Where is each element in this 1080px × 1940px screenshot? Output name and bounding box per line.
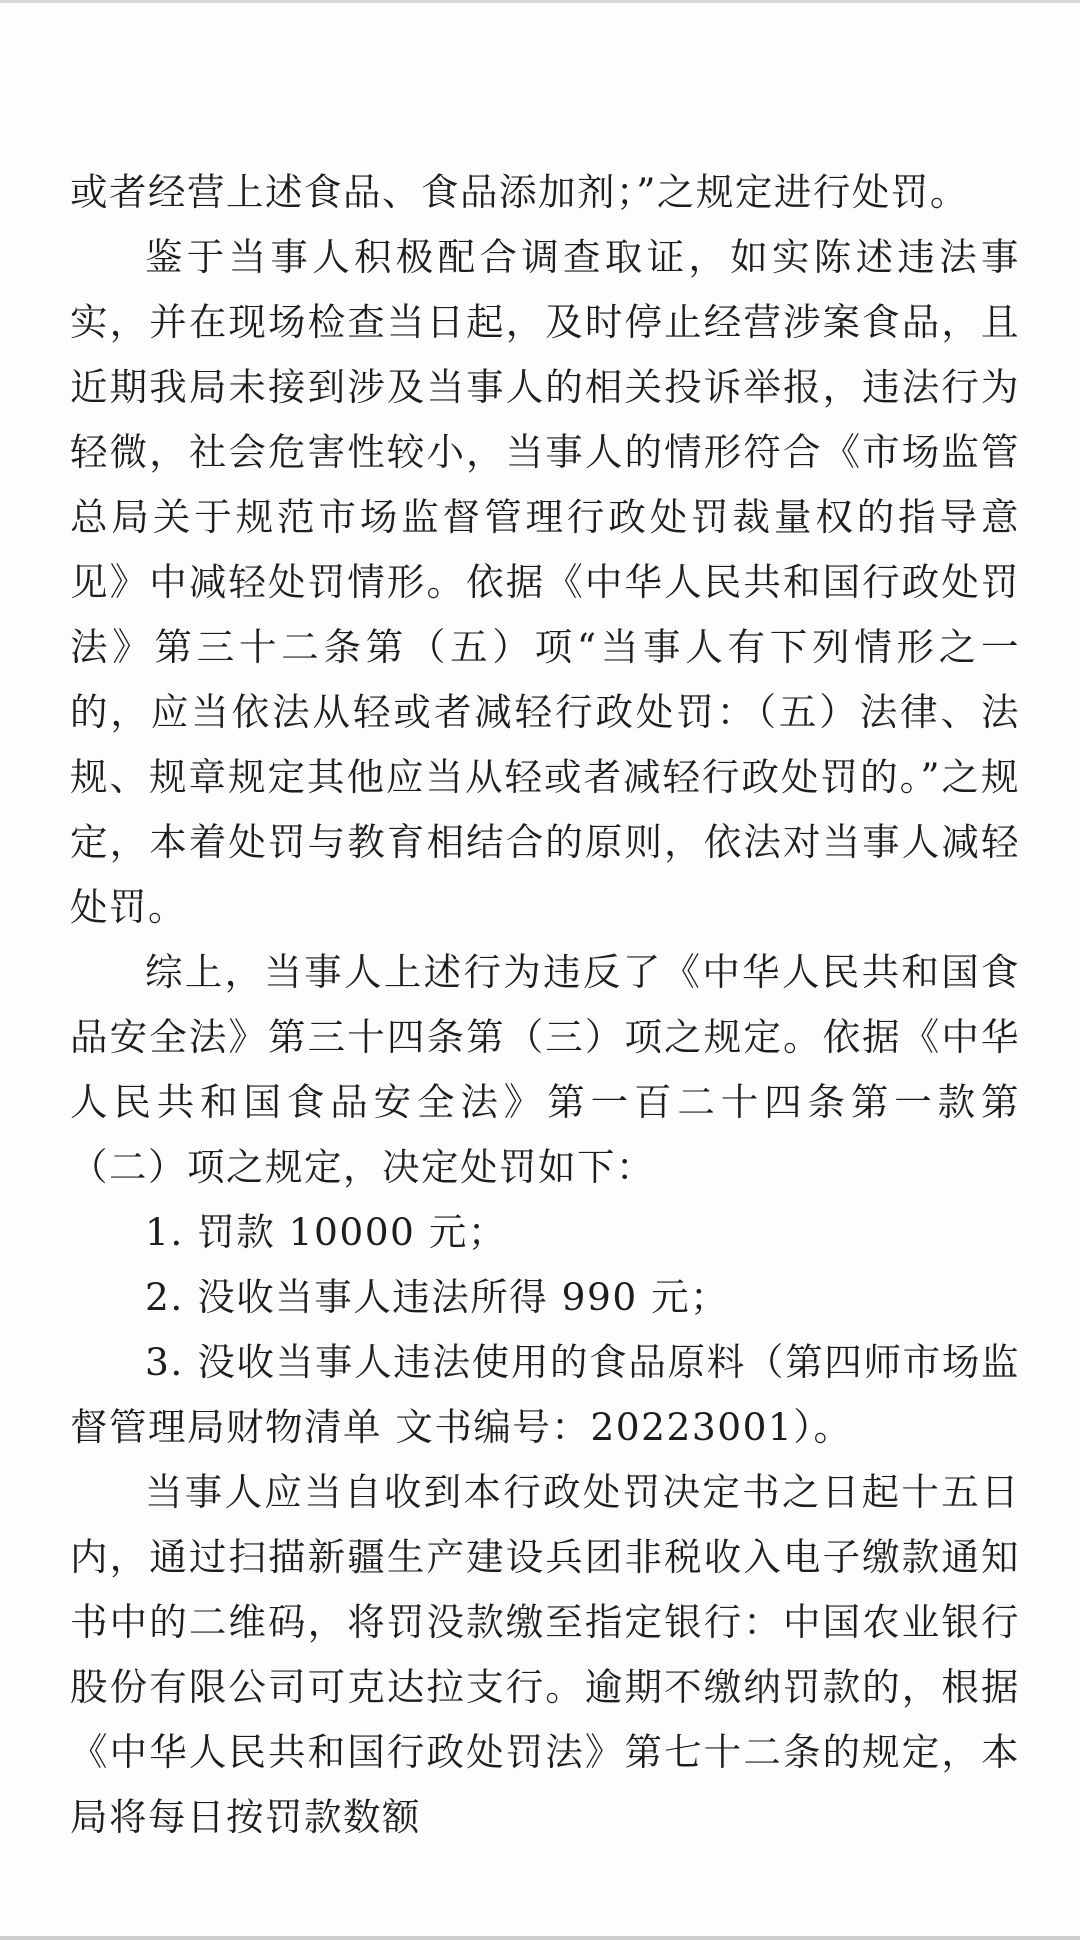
penalty-item-fine: 1. 罚款 10000 元； (145, 1210, 507, 1254)
paragraph-continuation: 或者经营上述食品、食品添加剂；”之规定进行处罚。 (70, 170, 969, 214)
paragraph-payment: 当事人应当自收到本行政处罚决定书之日起十五日内，通过扫描新疆生产建设兵团非税收入电子缴款通知书中的二维码，将罚没款缴至指定银行：中国农业银行股份有限公司可克达拉支行。逾期不缴纳罚款的，根据《中华人民共和国行政处罚法》第七十二条的规定，本局将每日按罚款数额 (70, 1470, 1020, 1839)
penalty-item-materials: 3. 没收当事人违法使用的食品原料（第四师市场监督管理局财物清单 文书编号：20223001）。 (70, 1340, 1020, 1449)
paragraph-mitigation: 鉴于当事人积极配合调查取证，如实陈述违法事实，并在现场检查当日起，及时停止经营涉案食品，且近期我局未接到涉及当事人的相关投诉举报，违法行为轻微，社会危害性较小，当事人的情形符合《市场监管总局关于规范市场监督管理行政处罚裁量权的指导意见》中减轻处罚情形。依据《中华人民共和国行政处罚法》第三十二条第（五）项“当事人有下列情形之一的，应当依法从轻或者减轻行政处罚：（五）法律、法规、规章规定其他应当从轻或者减轻行政处罚的。”之规定，本着处罚与教育相结合的原则，依法对当事人减轻处罚。 (70, 235, 1020, 929)
document-body (70, 160, 1020, 1850)
paragraph-conclusion: 综上，当事人上述行为违反了《中华人民共和国食品安全法》第三十四条第（三）项之规定。依据《中华人民共和国食品安全法》第一百二十四条第一款第（二）项之规定，决定处罚如下： (70, 950, 1020, 1189)
penalty-item-confiscation: 2. 没收当事人违法所得 990 元； (145, 1275, 730, 1319)
